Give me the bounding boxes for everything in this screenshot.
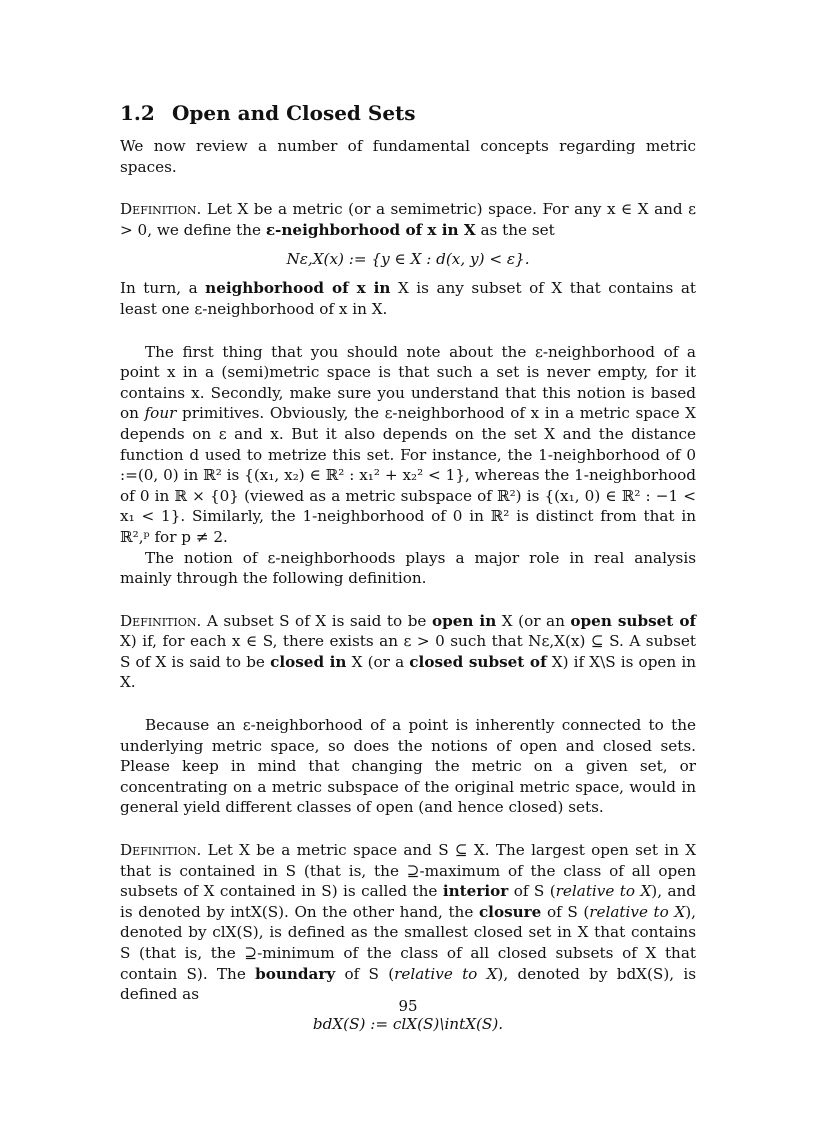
def3-c: ), and is denoted by intX(S). On the other hand, the — [120, 882, 697, 921]
def2-b: X (or an — [496, 611, 571, 630]
def3-term-boundary: boundary — [255, 964, 336, 983]
def3-e: ), denoted by clX(S), is defined as the smallest closed set in X that contains S (that is, the ⊇-minimum of the class of all closed subsets of X that contain S). The — [120, 902, 696, 983]
def3-b: of S ( — [508, 882, 556, 901]
def3-f: of S ( — [335, 964, 395, 983]
intro-paragraph: We now review a number of fundamental concepts regarding metric spaces. — [120, 137, 696, 176]
definition-label: Definition — [120, 611, 197, 630]
def3-term-interior: interior — [442, 882, 509, 901]
paragraph-metric-dependence: Because an ε-neighborhood of a point is inherently connected to the underlying metric space, so does the notions of open and closed sets. Please keep in mind that changing the metric on a given set, or concentrating on a metric subspace of the original metric space, would in general yield different classes of open (and hence closed) sets. — [120, 716, 696, 817]
def2-c: X) if, for each x ∈ S, there exists an ε > 0 such that Nε,X(x) ⊆ S. A subset S of X is said to be — [120, 632, 696, 671]
def2-term-open-subset: open subset of — [570, 611, 696, 630]
def1-cont-a: In turn, a — [120, 279, 206, 298]
para1-b: primitives. Obviously, the ε-neighborhood of x in a metric space X depends on ε and x. But it also depends on the set X and the distance function d used to metrize this set. For instance, the 1-neighborhood of 0 :=(0, 0) in ℝ² is {(x₁, x₂) ∈ ℝ² : x₁² + x₂² < 1}, whereas the 1-neighborhood of 0 in ℝ × {0} (viewed as a metric subspace of ℝ²) is {(x₁, 0) ∈ ℝ² : −1 < x₁ < 1}. Similarly, the 1-neighborhood of 0 in ℝ² is distinct from that in ℝ²,ᵖ for p ≠ 2. — [120, 404, 696, 546]
display-equation-neighborhood: Nε,X(x) := {y ∈ X : d(x, y) < ε}. — [286, 250, 530, 269]
def1-cont-b: X is any subset of X that contains at least one ε-neighborhood of x in X. — [120, 279, 696, 318]
def2-term-open-in: open in — [431, 611, 497, 630]
definition-interior-closure: Definition. Let X be a metric space and S ⊆ X. The largest open set in X that is contained in S (that is, the ⊇-maximum of the class of all open subsets of X contained in S) is called the interior of S (relative to X), and is denoted by intX(S). On the other hand, the closure of S (relative to X), denoted by clX(S), is defined as the smallest closed set in X that contains S (that is, the ⊇-minimum of the class of all closed subsets of X that contain S). The boundary of S (relative to X), denoted by bdX(S), is defined as — [120, 841, 697, 1004]
def2-d: X (or a — [346, 652, 410, 671]
def1-term: ε-neighborhood of x in X — [265, 220, 476, 239]
definition-label: Definition — [120, 841, 197, 860]
section-heading — [120, 100, 696, 126]
def3-d: of S ( — [541, 902, 590, 921]
def2-a: A subset S of X is said to be — [206, 611, 432, 630]
paragraph-neighborhood-remarks — [120, 342, 696, 548]
def2-term-closed-subset: closed subset of — [409, 652, 547, 671]
def3-relative-1: relative to X — [555, 882, 652, 901]
def2-e: X) if X\S is open in X. — [120, 652, 696, 692]
para1-emph: four — [144, 404, 177, 423]
def3-g: ), denoted by bdX(S), is defined as — [120, 964, 696, 1004]
section-number: 1.2 — [120, 101, 155, 125]
definition-neighborhood-cont — [120, 278, 696, 319]
def3-relative-3: relative to X — [394, 964, 498, 983]
page-number: 95 — [398, 997, 418, 1015]
def3-a: Let X be a metric space and S ⊆ X. The largest open set in X that is contained in S (that is, the ⊇-maximum of the class of all open subsets of X contained in S) is called the — [120, 841, 697, 901]
def1-text-a: Let X be a metric (or a semimetric) space. For any x ∈ X and ε > 0, we define the — [120, 200, 697, 239]
def3-relative-2: relative to X — [589, 902, 686, 921]
paragraph-transition: The notion of ε-neighborhoods plays a major role in real analysis mainly through the following definition. — [120, 548, 696, 588]
definition-neighborhood: Definition. Let X be a metric (or a semimetric) space. For any x ∈ X and ε > 0, we define the ε-neighborhood of x in X as the set — [120, 200, 697, 239]
def1-term2: neighborhood of x in — [205, 279, 391, 298]
def2-term-closed-in: closed in — [270, 652, 347, 671]
section-title: Open and Closed Sets — [172, 101, 416, 125]
para1-a: The first thing that you should note about the ε-neighborhood of a point x in a (semi)metric space is that such a set is never empty, for it contains x. Secondly, make sure you understand that this notion is based on — [120, 342, 696, 423]
definition-open-closed: Definition. A subset S of X is said to be open in X (or an open subset of X) if, for each x ∈ S, there exists an ε > 0 such that Nε,X(x) ⊆ S. A subset S of X is said to be closed in X (or a closed subset of X) if X\S is open in X. — [120, 611, 696, 692]
def1-text-b: as the set — [475, 220, 555, 239]
definition-label: Definition — [120, 200, 197, 219]
page-body — [120, 100, 696, 1043]
def3-term-closure: closure — [478, 902, 542, 921]
display-equation-boundary: bdX(S) := clX(S)\intX(S). — [312, 1014, 504, 1033]
